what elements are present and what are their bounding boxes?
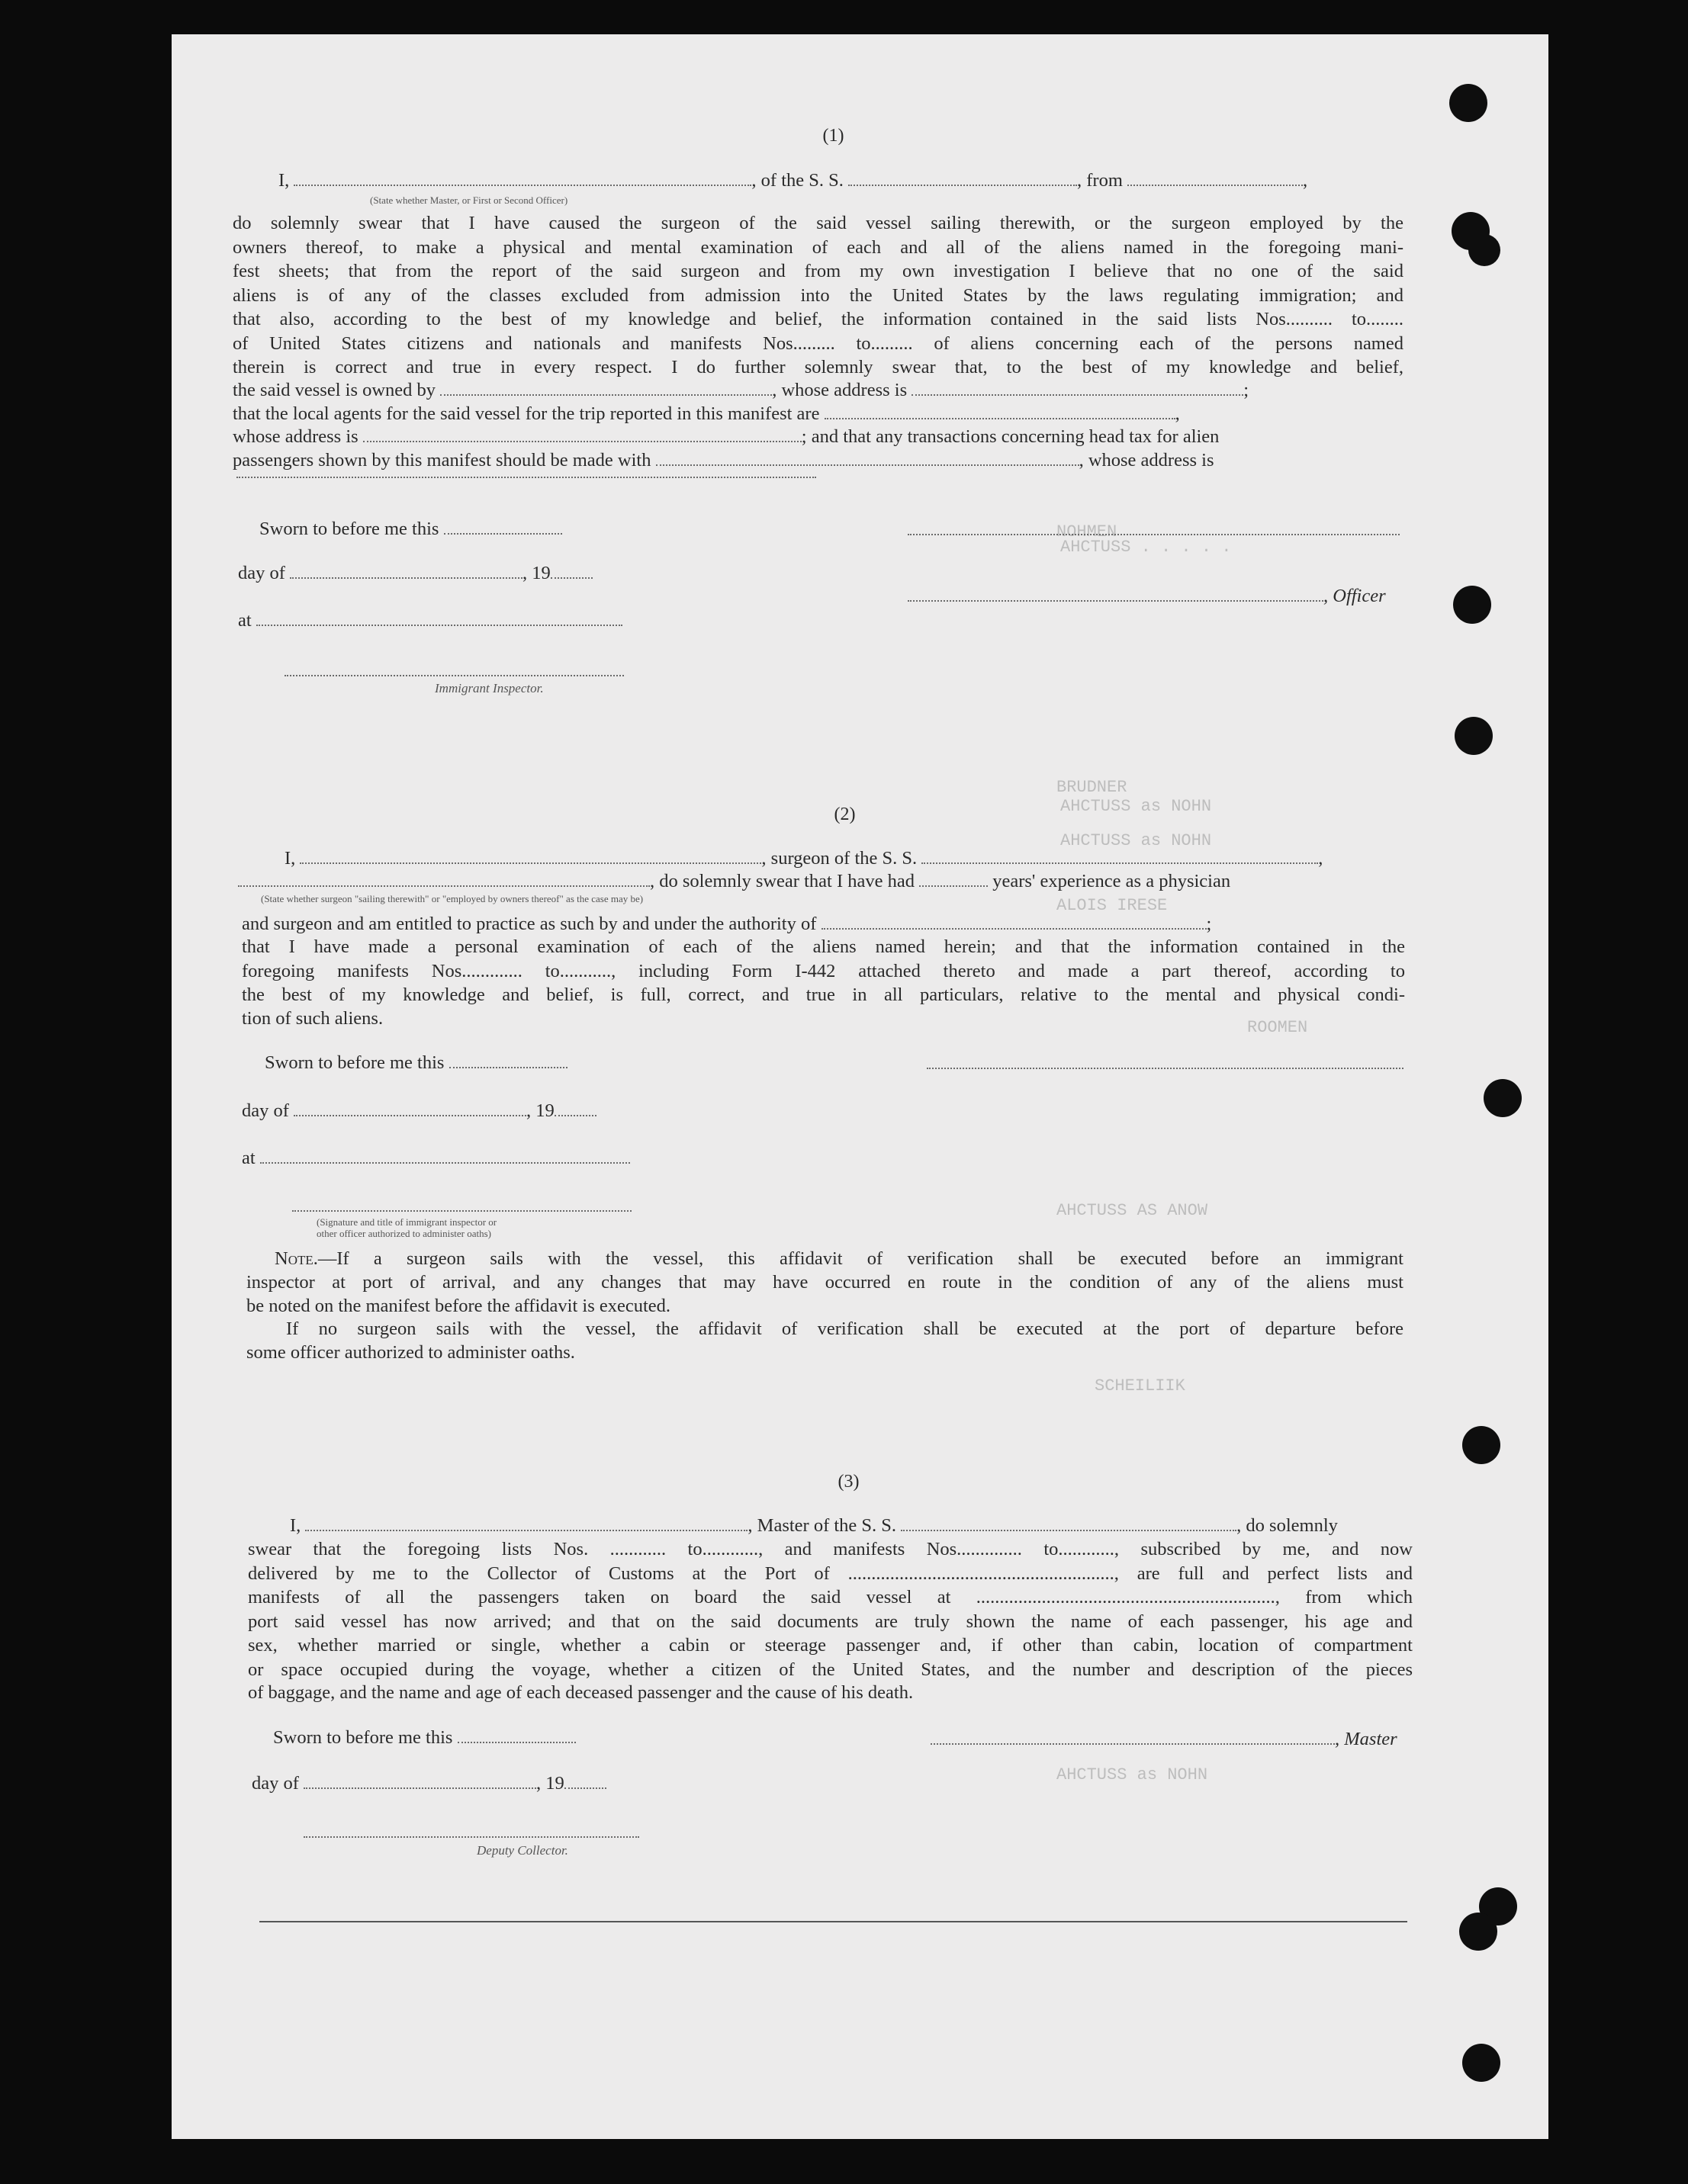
surgeon-line: I, , surgeon of the S. S. , xyxy=(285,848,1323,869)
note-paragraph-2-cont: some officer authorized to administer oaths. xyxy=(246,1342,575,1363)
master-line: I, , Master of the S. S. , do solemnly xyxy=(290,1515,1338,1536)
note-paragraph-cont: inspector at port of arrival, and any changes that may have occurred en route in the condition of any of the aliens must be noted on the manifest before the affidavit is executed. xyxy=(246,1272,1403,1316)
sworn-line: Sworn to before me this xyxy=(273,1727,576,1749)
at-line: at xyxy=(238,610,622,631)
place-field[interactable] xyxy=(260,1148,630,1164)
sworn-day-field[interactable] xyxy=(458,1728,576,1743)
agents-line: that the local agents for the said vessel for the trip reported in this manifest are , xyxy=(233,403,1180,424)
section-number: (2) xyxy=(834,805,856,824)
punch-hole xyxy=(1455,717,1493,755)
master-signature-line: , Master xyxy=(931,1729,1397,1750)
month-field[interactable] xyxy=(304,1774,536,1789)
officer-title-field[interactable] xyxy=(908,586,1323,602)
month-field[interactable] xyxy=(294,1101,526,1116)
place-field[interactable] xyxy=(256,611,622,626)
master-signature-field[interactable] xyxy=(931,1730,1335,1745)
punch-hole xyxy=(1459,1913,1497,1951)
signature-note: other officer authorized to administer oaths) xyxy=(317,1228,491,1239)
section-number: (1) xyxy=(822,126,844,146)
years-field[interactable] xyxy=(919,872,988,887)
authority-field[interactable] xyxy=(821,914,1207,930)
day-of-line: day of , 19 xyxy=(252,1773,606,1794)
master-name-field[interactable] xyxy=(305,1516,748,1531)
oath-line-1: I, , of the S. S. , from , xyxy=(278,170,1308,191)
punch-hole xyxy=(1462,1426,1500,1464)
punch-hole xyxy=(1484,1079,1522,1117)
surgeon-name-field[interactable] xyxy=(300,849,761,864)
surgeon-status-field[interactable] xyxy=(238,872,650,887)
sworn-line: Sworn to before me this xyxy=(259,519,562,540)
bleed-through-text: AHCTUSS AS ANOW xyxy=(1056,1201,1208,1220)
punch-hole xyxy=(1462,2044,1500,2082)
month-field[interactable] xyxy=(290,564,522,579)
officer-line: , Officer xyxy=(908,586,1386,607)
sworn-day-field[interactable] xyxy=(444,519,562,535)
bleed-through-text: ALOIS IRESE xyxy=(1056,896,1168,915)
inspector-signature-line[interactable] xyxy=(292,1210,632,1212)
owner-line: the said vessel is owned by , whose address is ; xyxy=(233,380,1249,400)
owner-field[interactable] xyxy=(440,381,772,396)
bleed-through-text: BRUDNER xyxy=(1056,778,1127,797)
collector-signature-line[interactable] xyxy=(304,1836,639,1838)
officer-signature-line[interactable] xyxy=(908,534,1400,535)
note-paragraph-2: If no surgeon sails with the vessel, the affidavit of verification shall be executed at the port of departure before xyxy=(286,1318,1403,1339)
experience-line: , do solemnly swear that I have had years' experience as a physician xyxy=(238,871,1230,892)
year-field[interactable] xyxy=(555,1101,596,1116)
master-ship-field[interactable] xyxy=(901,1516,1236,1531)
note-label: Note. xyxy=(275,1248,318,1269)
section-3-body: swear that the foregoing lists Nos. ............ to............, and manifests Nos.............. to............, subscribed by me, and now delivered by me to the Collector of Customs at the Port of ........................................................., are full and perfect lists and manifests of all the passengers taken on board the said vessel at ................................................................, from which port said vessel has now arrived; and that on the said documents are truly shown the name of each passenger, his age and sex, whether married or single, whether a cabin or steerage passenger and, if other than cabin, location of compartment or space occupied during the voyage, whether a citizen of the United States, and the number and description of the pieces xyxy=(248,1539,1413,1680)
sworn-day-field[interactable] xyxy=(449,1053,567,1068)
head-tax-address-field[interactable] xyxy=(236,477,816,478)
head-tax-agent-field[interactable] xyxy=(656,451,1079,466)
bleed-through-text: AHCTUSS as NOHN xyxy=(1060,831,1212,850)
officer-note: (State whether Master, or First or Second Officer) xyxy=(370,194,568,206)
inspector-label: Immigrant Inspector. xyxy=(435,681,544,695)
surgeon-note: (State whether surgeon "sailing therewith" or "employed by owners thereof" as the case may be) xyxy=(261,893,644,904)
collector-label: Deputy Collector. xyxy=(477,1843,568,1858)
section-2-last-line: tion of such aliens. xyxy=(242,1008,384,1029)
section-2-body: that I have made a personal examination of each of the aliens named herein; and that the information contained in the foregoing manifests Nos............. to..........., including Form I-442 attached thereto and made a part thereof, according to the best of my knowledge and belief, is full, correct, and true in all particulars, relative to the mental and physical condi- xyxy=(242,936,1405,1005)
ship-name-field[interactable] xyxy=(848,171,1077,186)
head-tax-line: passengers shown by this manifest should be made with , whose address is xyxy=(233,450,1214,471)
surgeon-signature-line[interactable] xyxy=(927,1068,1403,1069)
bottom-rule xyxy=(259,1921,1407,1922)
authority-line: and surgeon and am entitled to practice as such by and under the authority of ; xyxy=(242,914,1212,934)
port-from-field[interactable] xyxy=(1127,171,1303,186)
note-paragraph: Note.—If a surgeon sails with the vessel, this affidavit of verification shall be executed before an immigrant xyxy=(275,1248,1403,1269)
year-field[interactable] xyxy=(551,564,593,579)
officer-name-field[interactable] xyxy=(294,171,751,186)
sworn-line: Sworn to before me this xyxy=(265,1052,567,1074)
bleed-through-text: AHCTUSS . . . . . xyxy=(1060,538,1232,557)
bleed-through-text: NOHMEN xyxy=(1056,522,1117,541)
day-of-line: day of , 19 xyxy=(238,563,593,584)
section-number: (3) xyxy=(838,1472,860,1492)
bleed-through-text: SCHEILIIK xyxy=(1095,1376,1185,1396)
punch-hole xyxy=(1468,234,1500,266)
signature-note: (Signature and title of immigrant inspector or xyxy=(317,1216,497,1228)
bleed-through-text: AHCTUSS as NOHN xyxy=(1060,797,1212,816)
punch-hole xyxy=(1449,84,1487,122)
day-of-line: day of , 19 xyxy=(242,1100,596,1122)
manifest-page xyxy=(172,34,1548,2139)
section-1-body: do solemnly swear that I have caused the surgeon of the said vessel sailing therewith, or the surgeon employed by the owners thereof, to make a physical and mental examination of each and all of the aliens named in the foregoing mani- fest sheets; that from the report of the said surgeon and from my own investigation I believe that no one of the said aliens is of any of the classes excluded from admission into the United States by the laws regulating immigration; and that also, according to the best of my knowledge and belief, the information contained in the said lists Nos.......... to........ of United States citizens and nationals and manifests Nos......... to......... of aliens concerning each of the persons named therein is correct and true in every respect. I do further solemnly swear that, to the best of my knowledge and belief, xyxy=(233,213,1403,377)
agents-field[interactable] xyxy=(825,404,1175,419)
at-line: at xyxy=(242,1148,630,1169)
bleed-through-text: AHCTUSS as NOHN xyxy=(1056,1765,1208,1784)
owner-address-field[interactable] xyxy=(912,381,1243,396)
inspector-signature-line[interactable] xyxy=(285,675,624,676)
surgeon-ship-field[interactable] xyxy=(921,849,1318,864)
punch-hole xyxy=(1453,586,1491,624)
agents-address-line: whose address is ; and that any transactions concerning head tax for alien xyxy=(233,426,1220,447)
year-field[interactable] xyxy=(564,1774,606,1789)
section-3-last-line: of baggage, and the name and age of each deceased passenger and the cause of his death. xyxy=(248,1682,914,1703)
agents-address-field[interactable] xyxy=(363,427,802,442)
bleed-through-text: ROOMEN xyxy=(1247,1018,1308,1037)
